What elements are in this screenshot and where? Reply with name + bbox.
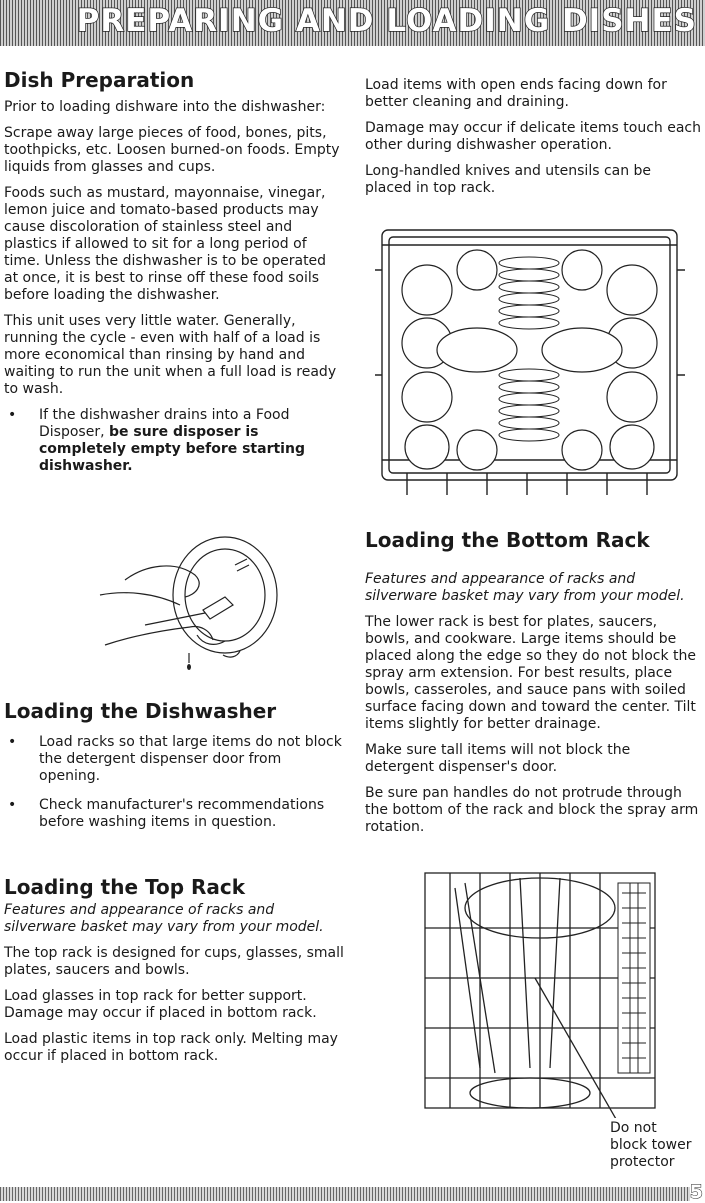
- bottom-rack-pan-handles: Be sure pan handles do not protrude through the bottom of the rack and block the spray arm rotation.: [365, 785, 699, 835]
- loading-top-rack-heading: Loading the Top Rack: [4, 875, 246, 899]
- list-item: • Load racks so that large items do not block the detergent dispenser door from opening.: [4, 734, 344, 785]
- loading-bottom-rack-section: [365, 528, 703, 845]
- dish-prep-intro: Prior to loading dishware into the dishwasher:: [4, 99, 326, 115]
- tower-protector-callout: [610, 1120, 691, 1171]
- disposer-bullet-list: [4, 407, 344, 475]
- bottom-rack-note: Features and appearance of racks and silverware basket may vary from your model.: [365, 571, 685, 604]
- header-banner: [0, 0, 705, 46]
- callout-line: protector: [610, 1154, 675, 1170]
- callout-line: block tower: [610, 1137, 692, 1153]
- disposer-text: If the dishwasher drains into a Food Disposer,: [39, 407, 290, 440]
- scraping-plate-illustration: [85, 535, 285, 685]
- page-number: 5: [689, 1181, 703, 1203]
- long-knives-text: Long-handled knives and utensils can be placed in top rack.: [365, 163, 652, 196]
- bottom-rack-tall-items: Make sure tall items will not block the detergent dispenser's door.: [365, 742, 631, 775]
- loading-dishwasher-section: [4, 699, 344, 843]
- callout-line: Do not: [610, 1120, 657, 1136]
- left-column: [4, 68, 344, 487]
- top-rack-glasses: Load glasses in top rack for better support. Damage may occur if placed in bottom rack.: [4, 988, 317, 1021]
- top-rack-cups: The top rack is designed for cups, glasses, small plates, saucers and bowls.: [4, 945, 344, 978]
- loading-dishwasher-list: [4, 734, 344, 831]
- disposer-warning: be sure disposer is completely empty before starting dishwasher.: [39, 424, 305, 474]
- loading-top-rack-section: [4, 875, 344, 1074]
- disposer-bullet: [4, 407, 344, 475]
- list-item: • Check manufacturer's recommendations before washing items in question.: [4, 797, 344, 831]
- loading-bottom-rack-heading: Loading the Bottom Rack: [365, 528, 650, 552]
- footer-bar: [0, 1187, 690, 1201]
- dish-preparation-heading: Dish Preparation: [4, 68, 195, 92]
- dish-prep-scrape: Scrape away large pieces of food, bones, pits, toothpicks, etc. Loosen burned-on foods. Empty liquids from glasses and cups.: [4, 125, 340, 175]
- right-intro: [365, 77, 701, 206]
- bottom-rack-plates: The lower rack is best for plates, saucers, bowls, and cookware. Large items should be placed along the edge so they do not block the spray arm extension. For best results, place bowls, casseroles, and sauce pans with soiled surface facing down and toward the center. Tilt items slightly for better drainage.: [365, 614, 696, 732]
- dish-prep-water: This unit uses very little water. Generally, running the cycle - even with half of a load is more economical than rinsing by hand and waiting to run the unit when a full load is ready to wash.: [4, 313, 337, 397]
- top-rack-illustration: [367, 225, 692, 500]
- open-ends-text: Load items with open ends facing down for better cleaning and draining.: [365, 77, 667, 110]
- top-rack-note: Features and appearance of racks and silverware basket may vary from your model.: [4, 902, 324, 935]
- page-title: PREPARING AND LOADING DISHES: [76, 3, 697, 39]
- bottom-rack-illustration: [420, 868, 660, 1118]
- top-rack-plastic: Load plastic items in top rack only. Melting may occur if placed in bottom rack.: [4, 1031, 338, 1064]
- loading-dishwasher-heading: Loading the Dishwasher: [4, 699, 277, 723]
- dish-prep-foods: Foods such as mustard, mayonnaise, vinegar, lemon juice and tomato-based products may cause discoloration of stainless steel and plastics if allowed to sit for a long period of time. Unless the dishwasher is to be operated at once, it is best to rinse off these food soils before loading the dishwasher.: [4, 185, 327, 303]
- delicate-items-text: Damage may occur if delicate items touch each other during dishwasher operation.: [365, 120, 701, 153]
